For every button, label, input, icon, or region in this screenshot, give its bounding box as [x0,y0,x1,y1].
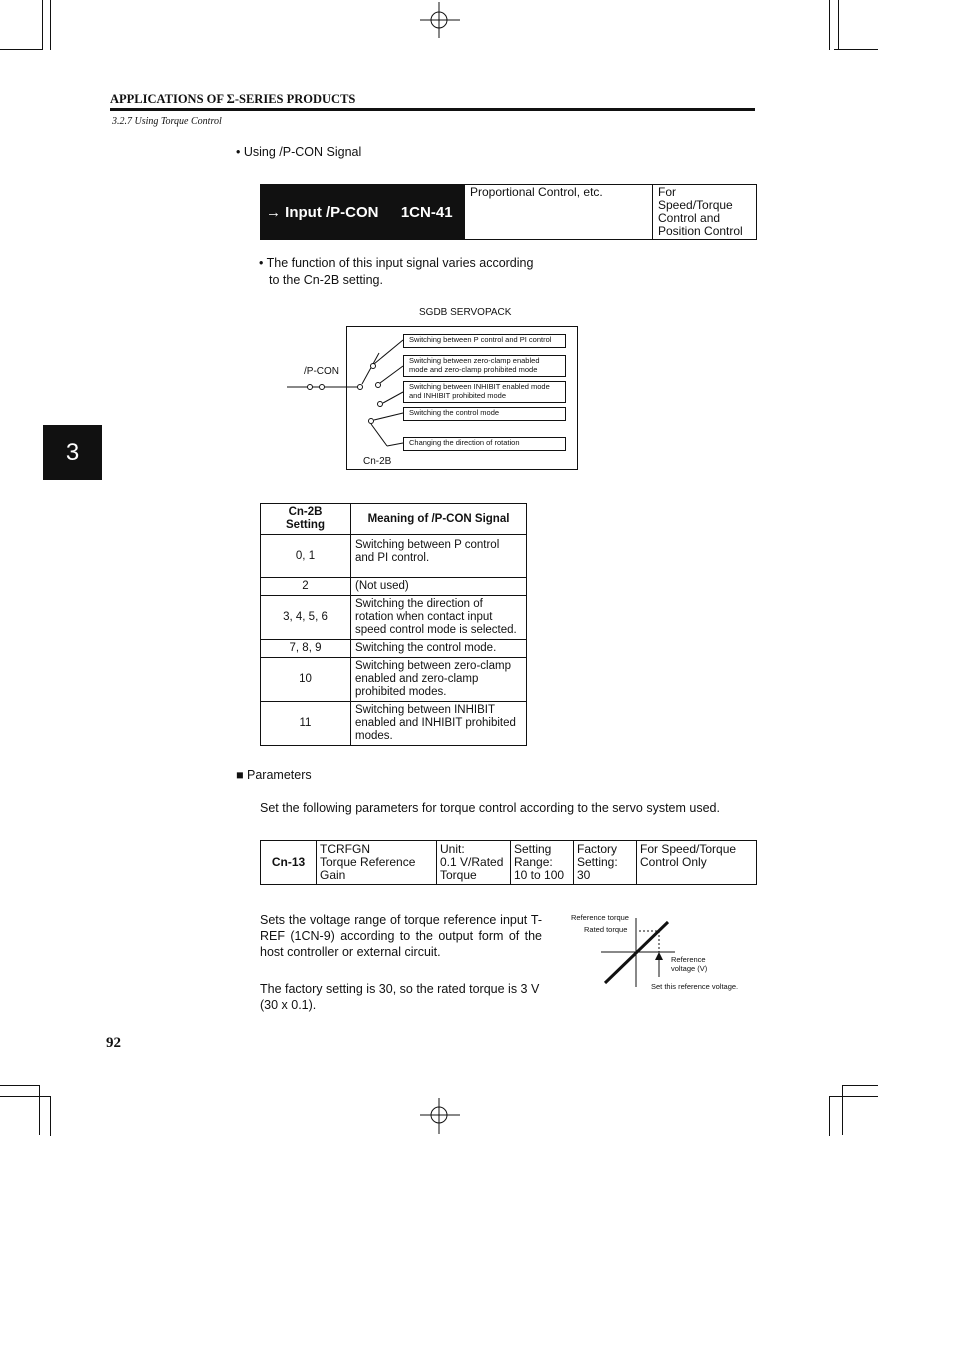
table-row [261,702,527,746]
signal-applies-to: For Speed/Torque Control and Position Control [653,185,757,240]
description-voltage-range: Sets the voltage range of torque reference input T-REF (1CN-9) according to the output form of the host controller or external circuit. [260,913,542,959]
subsection-label: 3.2.7 Using Torque Control [112,116,222,127]
signal-function: Proportional Control, etc. [465,185,653,240]
table-row [261,578,527,596]
arrow-icon: → [266,203,281,221]
table-row [261,658,527,702]
table-cell-setting: 11 [261,702,351,746]
table-cell-meaning: Switching between INHIBIT enabled and INHIBIT prohibited modes. [351,702,527,746]
chapter-tab: 3 [43,425,102,480]
table-cell-meaning: (Not used) [351,578,527,596]
param-id: Cn-13 [261,841,317,885]
table-header-setting: Cn-2B Setting [261,504,351,535]
table-cell-meaning: Switching the control mode. [351,640,527,658]
graph-rated-label: Rated torque [584,925,628,934]
registration-mark-bottom [420,1098,460,1134]
parameters-intro: Set the following parameters for torque control according to the servo system used. [260,801,720,815]
connector-pin: 1CN-41 [400,203,453,221]
table-header-meaning: Meaning of /P-CON Signal [351,504,527,535]
table-cell-setting: 10 [261,658,351,702]
table-cell-meaning: Switching between P control and PI control. [351,535,527,578]
table-cell-setting: 7, 8, 9 [261,640,351,658]
table-row [261,596,527,640]
running-header: APPLICATIONS OF Σ-SERIES PRODUCTS [110,92,356,106]
registration-mark-top [420,2,460,38]
table-cell-setting: 3, 4, 5, 6 [261,596,351,640]
table-cell-meaning: Switching the direction of rotation when contact input speed control mode is selected. [351,596,527,640]
switch-diagram [285,326,415,470]
cn2b-setting-table [260,503,527,746]
param-unit: Unit: 0.1 V/Rated Torque [437,841,511,885]
param-name: TCRFGN Torque Reference Gain [317,841,437,885]
signal-note: • The function of this input signal varies according to the Cn-2B setting. [259,256,534,287]
page-number: 92 [106,1035,121,1051]
diagram-option-inhibit: Switching between INHIBIT enabled mode and INHIBIT prohibited mode [403,381,566,403]
description-factory-setting: The factory setting is 30, so the rated torque is 3 V (30 x 0.1). [260,982,540,1012]
graph-note: Set this reference voltage. [651,982,739,991]
param-factory-setting: Factory Setting: 30 [574,841,637,885]
diagram-title: SGDB SERVOPACK [419,307,512,318]
graph-x-label: Reference voltage (V) [671,955,708,973]
parameters-heading: ■ Parameters [236,768,312,782]
using-signal-heading: • Using /P-CON Signal [236,145,362,159]
table-cell-setting: 2 [261,578,351,596]
param-range: Setting Range: 10 to 100 [511,841,574,885]
signal-name: Input /P-CON [285,203,379,221]
diagram-option-zero-clamp: Switching between zero-clamp enabled mode and zero-clamp prohibited mode [403,355,566,377]
param-applies: For Speed/Torque Control Only [637,841,757,885]
torque-reference-graph [595,915,680,990]
header-rule [110,108,755,111]
parameter-table [260,840,757,885]
graph-y-label: Reference torque [571,913,629,922]
table-cell-setting: 0, 1 [261,535,351,578]
diagram-option-p-pi: Switching between P control and PI control [403,334,566,348]
diagram-option-control-mode: Switching the control mode [403,407,566,421]
diagram-option-direction: Changing the direction of rotation [403,437,566,451]
pcon-input-label: /P-CON [304,366,339,377]
cn2b-switch-label: Cn-2B [363,456,392,467]
table-row [261,535,527,578]
table-cell-meaning: Switching between zero-clamp enabled and zero-clamp prohibited modes. [351,658,527,702]
signal-box [260,184,757,240]
signal-title-cell [261,185,465,240]
table-row [261,640,527,658]
